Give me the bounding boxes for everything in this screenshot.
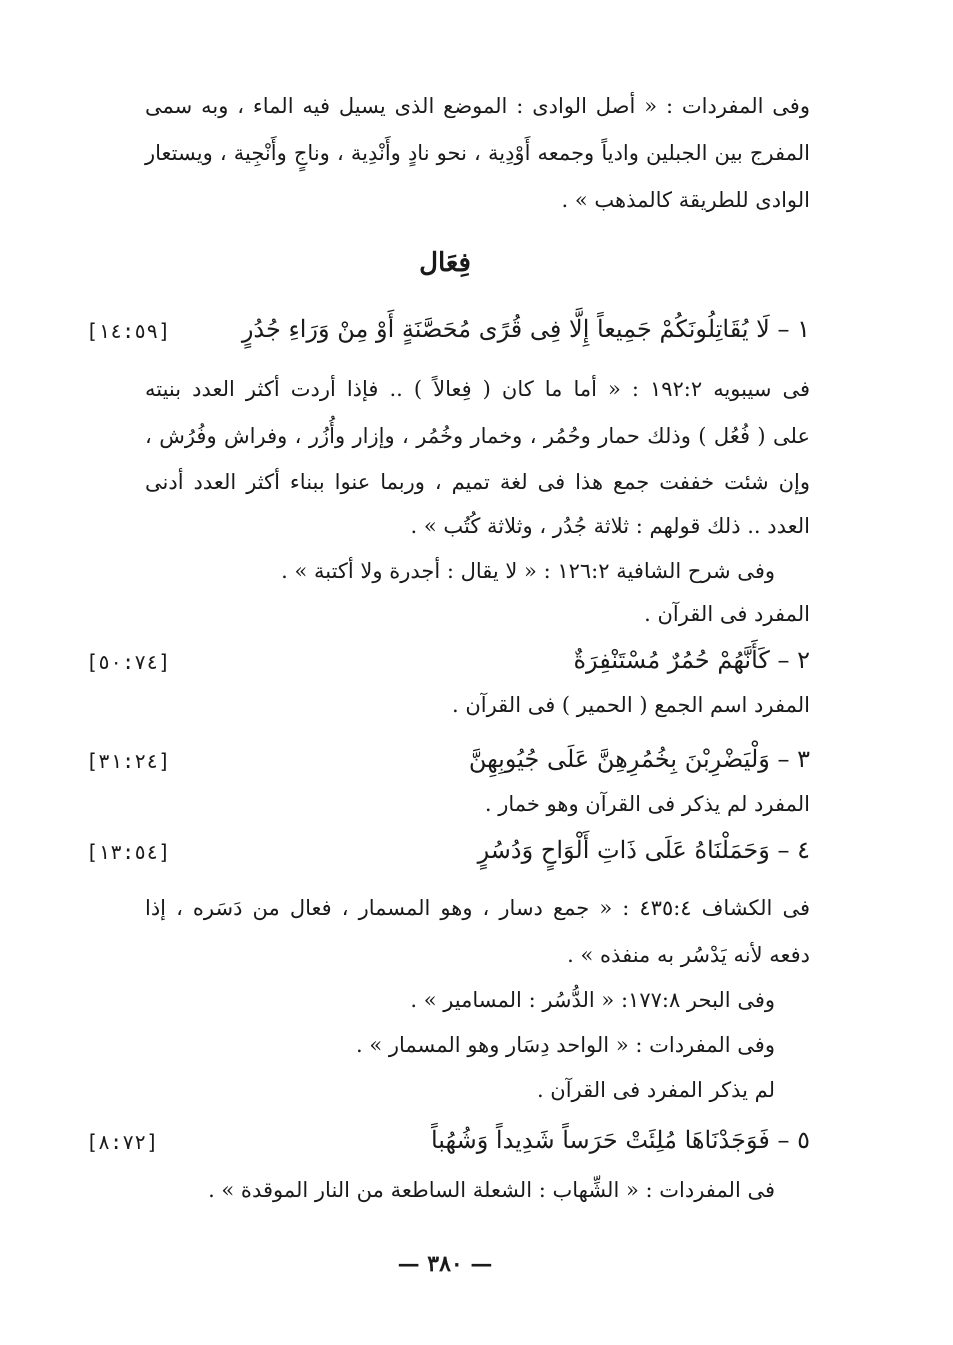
verse-5-reference: [٨:٧٢] [86, 1130, 159, 1154]
intro-line: الوادى للطريقة كالمذهب » . [561, 188, 810, 212]
intro-line: وفى المفردات : « أصل الوادى : الموضع الذى يسيل فيه الماء ، وبه سمى [145, 94, 810, 118]
entry-4-text-line: وفى المفردات : « الواحد دِسَار وهو المسمار » . [355, 1033, 775, 1057]
entry-1-text-line: وإن شئت خففت جمع هذا فى لغة تميم ، وربما عنوا ببناء أكثر العدد أدنى [145, 470, 810, 494]
verse-3: ٣ – وَلْيَضْرِبْنَ بِخُمُرِهِنَّ عَلَى جُيُوبِهِنَّ [468, 745, 810, 773]
entry-5-text-line: فى المفردات : « الشِّهاب : الشعلة الساطعة من النار الموقدة » . [208, 1178, 775, 1202]
entry-4-text-line: لم يذكر المفرد فى القرآن . [536, 1078, 775, 1102]
section-title: فِعَال [419, 248, 471, 278]
entry-1-text-line: على ( فُعُل ) وذلك حمار وحُمُر ، وخمار وخُمُر ، وإزار وأُزُر ، وفراش وفُرُش ، [145, 424, 810, 448]
verse-3-reference: [٣١:٢٤] [86, 749, 171, 773]
verse-4-reference: [١٣:٥٤] [86, 840, 171, 864]
entry-4-text-line: دفعه لأنه يَدْسُر به منفذه » . [567, 943, 810, 967]
entry-3-text-line: المفرد لم يذكر فى القرآن وهو خمار . [484, 792, 810, 816]
entry-1-text-line: المفرد فى القرآن . [644, 602, 810, 626]
verse-2-reference: [٥٠:٧٤] [86, 650, 171, 674]
entry-4-text-line: فى الكشاف ٤٣٥:٤ : « جمع دسار ، وهو المسمار ، فعال من دَسَره ، إذا [145, 896, 811, 920]
page-number: — ٣٨٠ — [397, 1251, 493, 1277]
verse-1: ١ – لَا يُقَاتِلُونَكُمْ جَمِيعاً إِلَّا فِى قُرًى مُحَصَّنَةٍ أَوْ مِنْ وَرَاءِ جُدُرٍ [241, 315, 810, 343]
entry-1-text-line: وفى شرح الشافية ١٢٦:٢ : « لا يقال : أجدرة ولا أكتبة » . [281, 559, 775, 583]
verse-5: ٥ – فَوَجَدْنَاهَا مُلِئَتْ حَرَساً شَدِيداً وَشُهُباً [430, 1126, 810, 1154]
entry-4-text-line: وفى البحر ١٧٧:٨: « الدُّسُر : المسامير » . [410, 988, 775, 1012]
entry-1-text-line: العدد .. ذلك قولهم : ثلاثة جُدُر ، وثلاثة كُتُب » . [410, 514, 810, 538]
verse-4: ٤ – وَحَمَلْنَاهُ عَلَى ذَاتِ أَلْوَاحٍ وَدُسُرٍ [477, 836, 810, 864]
verse-1-reference: [١٤:٥٩] [86, 319, 171, 343]
entry-1-text-line: فى سيبويه ١٩٢:٢ : « أما ما كان ( فِعالاً ) .. فإذا أردت أكثر العدد بنيته [145, 377, 810, 401]
verse-2: ٢ – كَأَنَّهُمْ حُمُرٌ مُسْتَنْفِرَةٌ [573, 646, 810, 674]
entry-2-text-line: المفرد اسم الجمع ( الحمير ) فى القرآن . [451, 693, 810, 717]
intro-line: المفرج بين الجبلين وادياً وجمعه أَوْدِية ، نحو نادٍ وأَنْدِية ، وناجٍ وأَنْجِية ، ويستعار [145, 141, 810, 165]
